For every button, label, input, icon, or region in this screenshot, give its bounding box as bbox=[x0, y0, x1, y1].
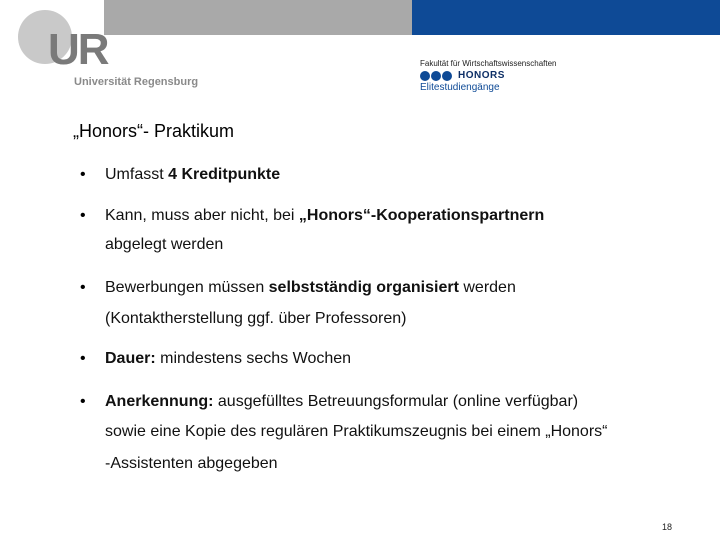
bullet-1-text: Umfasst 4 Kreditpunkte bbox=[105, 166, 281, 183]
bullet-1: • bbox=[80, 166, 86, 183]
header-bar-blue bbox=[412, 0, 720, 35]
honors-dots-icon bbox=[420, 71, 454, 81]
faculty-name: Fakultät für Wirtschaftswissenschaften bbox=[420, 59, 557, 68]
slide-title: „Honors“- Praktikum bbox=[73, 121, 235, 141]
bullet-3: • bbox=[80, 279, 86, 296]
bullet-5-line-3: -Assistenten abgegeben bbox=[105, 455, 278, 472]
bullet-4: • bbox=[80, 350, 86, 367]
bullet-5-text: Anerkennung: ausgefülltes Betreuungsformular (online verfügbar) bbox=[105, 393, 579, 410]
bullet-5-line-2: sowie eine Kopie des regulären Praktikumszeugnis bei einem „Honors“ bbox=[105, 423, 608, 440]
bullet-3-line-2: (Kontaktherstellung ggf. über Professoren) bbox=[105, 310, 407, 327]
bullet-2-line-2: abgelegt werden bbox=[105, 236, 224, 253]
honors-label: HONORS bbox=[458, 70, 505, 81]
bullet-4-text: Dauer: mindestens sechs Wochen bbox=[105, 350, 352, 367]
bullet-2-text: Kann, muss aber nicht, bei „Honors“-Kooperationspartnern bbox=[105, 207, 545, 224]
logo-letters: UR bbox=[48, 25, 108, 74]
logo-subtitle: Universität Regensburg bbox=[74, 76, 199, 88]
bullet-3-text: Bewerbungen müssen selbstständig organisiert werden bbox=[105, 279, 516, 296]
bullet-5: • bbox=[80, 393, 86, 410]
honors-logo bbox=[420, 70, 600, 92]
page-number: 18 bbox=[662, 522, 673, 532]
bullet-2: • bbox=[80, 207, 86, 224]
university-logo bbox=[18, 10, 198, 92]
elite-label: Elitestudiengänge bbox=[420, 82, 500, 93]
